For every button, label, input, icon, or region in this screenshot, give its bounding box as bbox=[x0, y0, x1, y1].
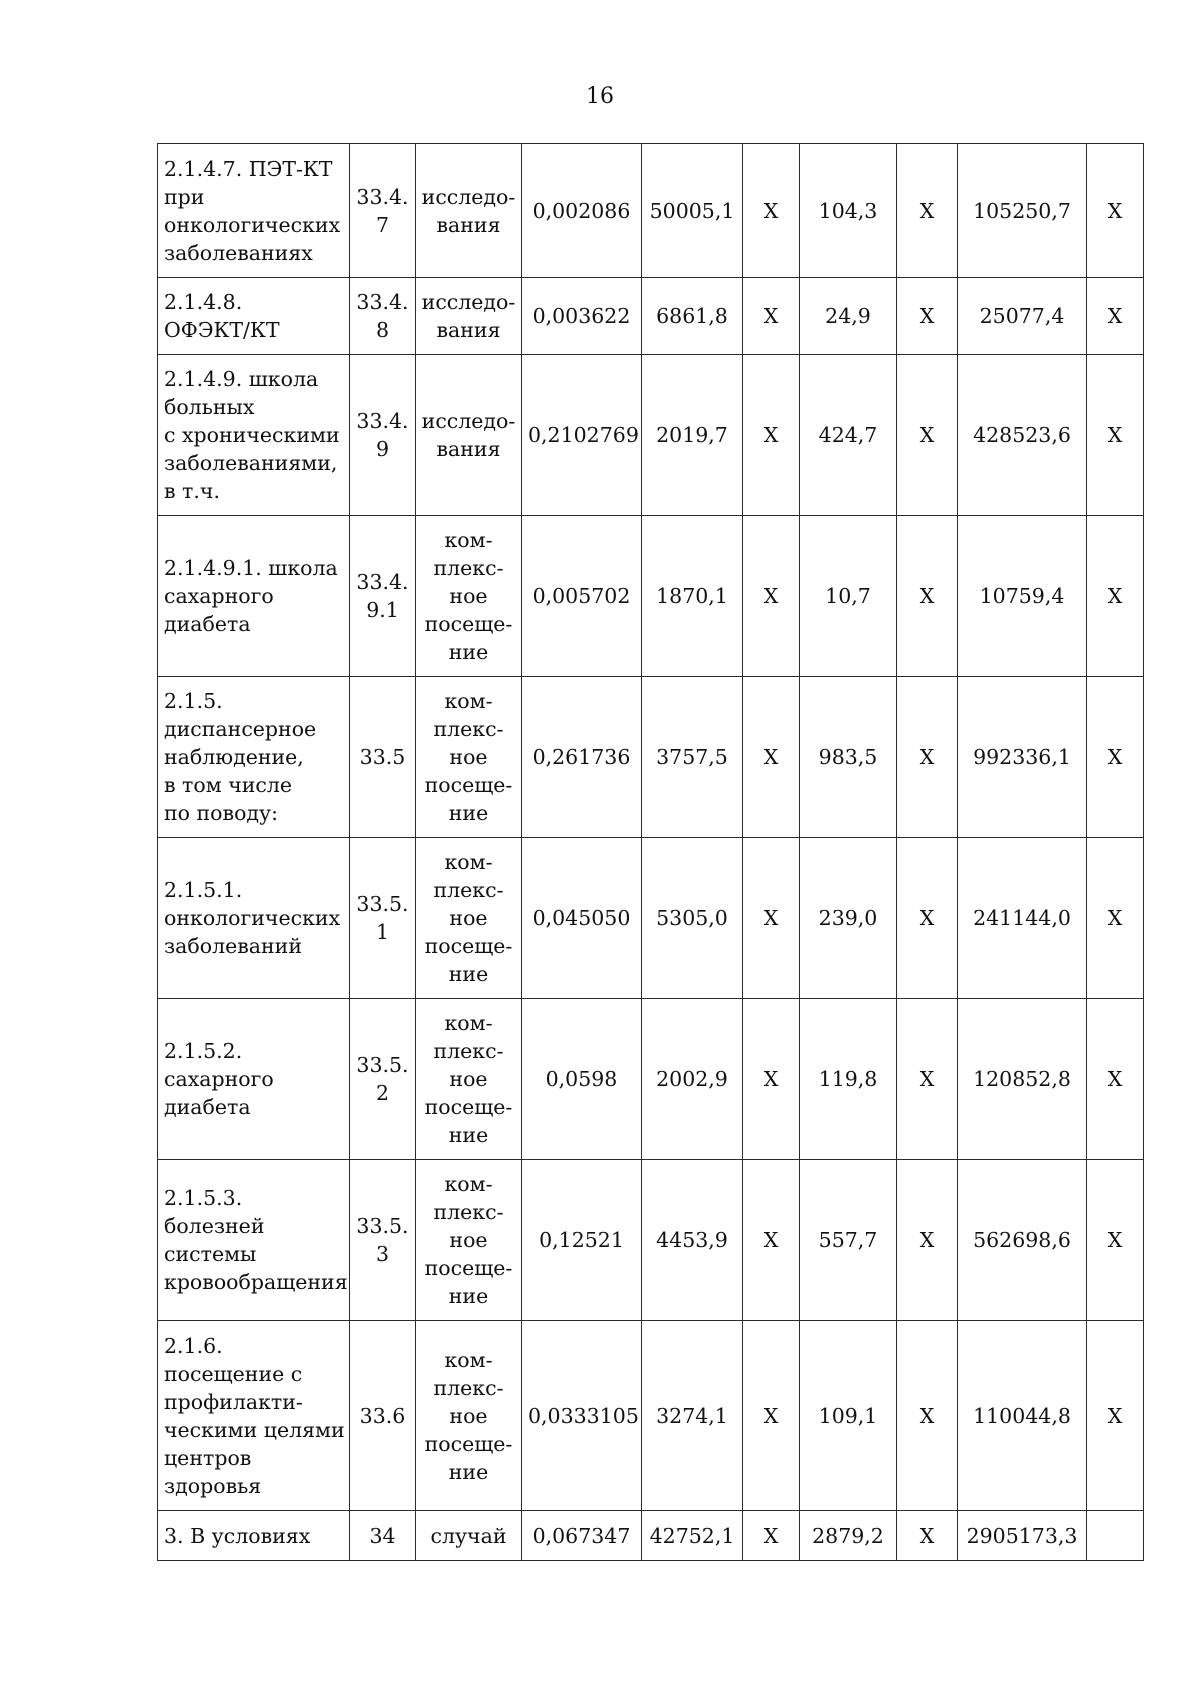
row-value-cell: 6861,8 bbox=[642, 278, 743, 355]
row-value-cell: 0,003622 bbox=[522, 278, 642, 355]
row-unit-cell: ком- плекс- ное посеще- ние bbox=[416, 1160, 522, 1321]
row-value-cell: 0,002086 bbox=[522, 144, 642, 278]
table-row bbox=[158, 677, 1144, 838]
row-value-cell: 119,8 bbox=[800, 999, 897, 1160]
row-value-cell: 3274,1 bbox=[642, 1321, 743, 1511]
row-value-cell: 2002,9 bbox=[642, 999, 743, 1160]
row-name-cell: 2.1.4.8. ОФЭКТ/КТ bbox=[158, 278, 350, 355]
row-unit-cell: исследо- вания bbox=[416, 144, 522, 278]
row-code-cell: 33.5. 2 bbox=[350, 999, 416, 1160]
row-value-cell: 25077,4 bbox=[958, 278, 1087, 355]
row-value-cell: X bbox=[1087, 1321, 1144, 1511]
row-value-cell: X bbox=[897, 278, 958, 355]
row-value-cell: X bbox=[897, 1160, 958, 1321]
row-unit-cell: ком- плекс- ное посеще- ние bbox=[416, 1321, 522, 1511]
row-code-cell: 33.5 bbox=[350, 677, 416, 838]
row-value-cell: 0,045050 bbox=[522, 838, 642, 999]
row-value-cell: X bbox=[743, 677, 800, 838]
row-value-cell: 2879,2 bbox=[800, 1511, 897, 1561]
row-value-cell: 241144,0 bbox=[958, 838, 1087, 999]
row-value-cell: 50005,1 bbox=[642, 144, 743, 278]
row-value-cell: X bbox=[743, 516, 800, 677]
row-value-cell: 0,0333105 bbox=[522, 1321, 642, 1511]
row-value-cell: 0,261736 bbox=[522, 677, 642, 838]
row-name-cell: 2.1.4.9.1. школа сахарного диабета bbox=[158, 516, 350, 677]
row-code-cell: 33.6 bbox=[350, 1321, 416, 1511]
table-row bbox=[158, 1160, 1144, 1321]
row-value-cell: 10759,4 bbox=[958, 516, 1087, 677]
page-number: 16 bbox=[586, 84, 614, 109]
row-value-cell: X bbox=[1087, 838, 1144, 999]
row-value-cell: X bbox=[1087, 677, 1144, 838]
row-value-cell: 0,005702 bbox=[522, 516, 642, 677]
row-unit-cell: ком- плекс- ное посеще- ние bbox=[416, 677, 522, 838]
row-value-cell: X bbox=[743, 1321, 800, 1511]
row-name-cell: 2.1.5.1. онкологических заболеваний bbox=[158, 838, 350, 999]
row-value-cell: X bbox=[1087, 144, 1144, 278]
row-value-cell: 983,5 bbox=[800, 677, 897, 838]
row-code-cell: 33.5. 3 bbox=[350, 1160, 416, 1321]
row-value-cell: 109,1 bbox=[800, 1321, 897, 1511]
row-value-cell: 3757,5 bbox=[642, 677, 743, 838]
row-value-cell: X bbox=[897, 1321, 958, 1511]
row-name-cell: 2.1.5. диспансерное наблюдение, в том числе по поводу: bbox=[158, 677, 350, 838]
table-row bbox=[158, 838, 1144, 999]
row-value-cell: X bbox=[743, 1511, 800, 1561]
data-table bbox=[157, 143, 1144, 1561]
row-value-cell: X bbox=[743, 355, 800, 516]
row-value-cell: X bbox=[1087, 1160, 1144, 1321]
row-value-cell: 105250,7 bbox=[958, 144, 1087, 278]
row-value-cell: X bbox=[897, 677, 958, 838]
row-value-cell: 992336,1 bbox=[958, 677, 1087, 838]
row-value-cell: X bbox=[897, 999, 958, 1160]
row-value-cell: X bbox=[1087, 355, 1144, 516]
table-row bbox=[158, 1511, 1144, 1561]
row-name-cell: 2.1.6. посещение с профилакти- ческими целями центров здоровья bbox=[158, 1321, 350, 1511]
row-value-cell: 557,7 bbox=[800, 1160, 897, 1321]
row-value-cell: X bbox=[897, 144, 958, 278]
row-code-cell: 33.4. 9.1 bbox=[350, 516, 416, 677]
table-row bbox=[158, 144, 1144, 278]
row-value-cell: X bbox=[1087, 516, 1144, 677]
row-value-cell: 0,067347 bbox=[522, 1511, 642, 1561]
row-value-cell: X bbox=[743, 278, 800, 355]
table-row bbox=[158, 278, 1144, 355]
row-value-cell: 239,0 bbox=[800, 838, 897, 999]
row-unit-cell: ком- плекс- ное посеще- ние bbox=[416, 838, 522, 999]
row-name-cell: 2.1.5.3. болезней системы кровообращения bbox=[158, 1160, 350, 1321]
row-unit-cell: исследо- вания bbox=[416, 355, 522, 516]
row-value-cell: X bbox=[743, 999, 800, 1160]
row-value-cell: X bbox=[897, 355, 958, 516]
row-code-cell: 33.4. 7 bbox=[350, 144, 416, 278]
row-value-cell: X bbox=[897, 838, 958, 999]
row-value-cell: X bbox=[1087, 999, 1144, 1160]
row-name-cell: 3. В условиях bbox=[158, 1511, 350, 1561]
row-unit-cell: ком- плекс- ное посеще- ние bbox=[416, 999, 522, 1160]
row-unit-cell: ком- плекс- ное посеще- ние bbox=[416, 516, 522, 677]
table-row bbox=[158, 1321, 1144, 1511]
row-value-cell: 424,7 bbox=[800, 355, 897, 516]
row-value-cell: 120852,8 bbox=[958, 999, 1087, 1160]
row-code-cell: 33.5. 1 bbox=[350, 838, 416, 999]
row-value-cell: 24,9 bbox=[800, 278, 897, 355]
row-value-cell: X bbox=[897, 1511, 958, 1561]
table-row bbox=[158, 355, 1144, 516]
table-row bbox=[158, 516, 1144, 677]
row-value-cell: 0,0598 bbox=[522, 999, 642, 1160]
row-code-cell: 34 bbox=[350, 1511, 416, 1561]
row-name-cell: 2.1.5.2. сахарного диабета bbox=[158, 999, 350, 1160]
row-value-cell: 5305,0 bbox=[642, 838, 743, 999]
row-code-cell: 33.4. 8 bbox=[350, 278, 416, 355]
row-value-cell: 0,2102769 bbox=[522, 355, 642, 516]
row-value-cell: X bbox=[897, 516, 958, 677]
row-value-cell: 10,7 bbox=[800, 516, 897, 677]
row-value-cell: 428523,6 bbox=[958, 355, 1087, 516]
row-value-cell: 42752,1 bbox=[642, 1511, 743, 1561]
row-value-cell: 562698,6 bbox=[958, 1160, 1087, 1321]
row-value-cell: X bbox=[743, 1160, 800, 1321]
row-value-cell: 104,3 bbox=[800, 144, 897, 278]
row-value-cell: 1870,1 bbox=[642, 516, 743, 677]
row-value-cell: X bbox=[743, 144, 800, 278]
row-value-cell: 110044,8 bbox=[958, 1321, 1087, 1511]
table-row bbox=[158, 999, 1144, 1160]
row-unit-cell: случай bbox=[416, 1511, 522, 1561]
row-code-cell: 33.4. 9 bbox=[350, 355, 416, 516]
row-unit-cell: исследо- вания bbox=[416, 278, 522, 355]
row-value-cell bbox=[1087, 1511, 1144, 1561]
row-value-cell: 4453,9 bbox=[642, 1160, 743, 1321]
row-name-cell: 2.1.4.7. ПЭТ-КТ при онкологических заболеваниях bbox=[158, 144, 350, 278]
row-value-cell: 2905173,3 bbox=[958, 1511, 1087, 1561]
row-value-cell: X bbox=[1087, 278, 1144, 355]
row-value-cell: 2019,7 bbox=[642, 355, 743, 516]
row-value-cell: X bbox=[743, 838, 800, 999]
row-name-cell: 2.1.4.9. школа больных с хроническими заболеваниями, в т.ч. bbox=[158, 355, 350, 516]
row-value-cell: 0,12521 bbox=[522, 1160, 642, 1321]
